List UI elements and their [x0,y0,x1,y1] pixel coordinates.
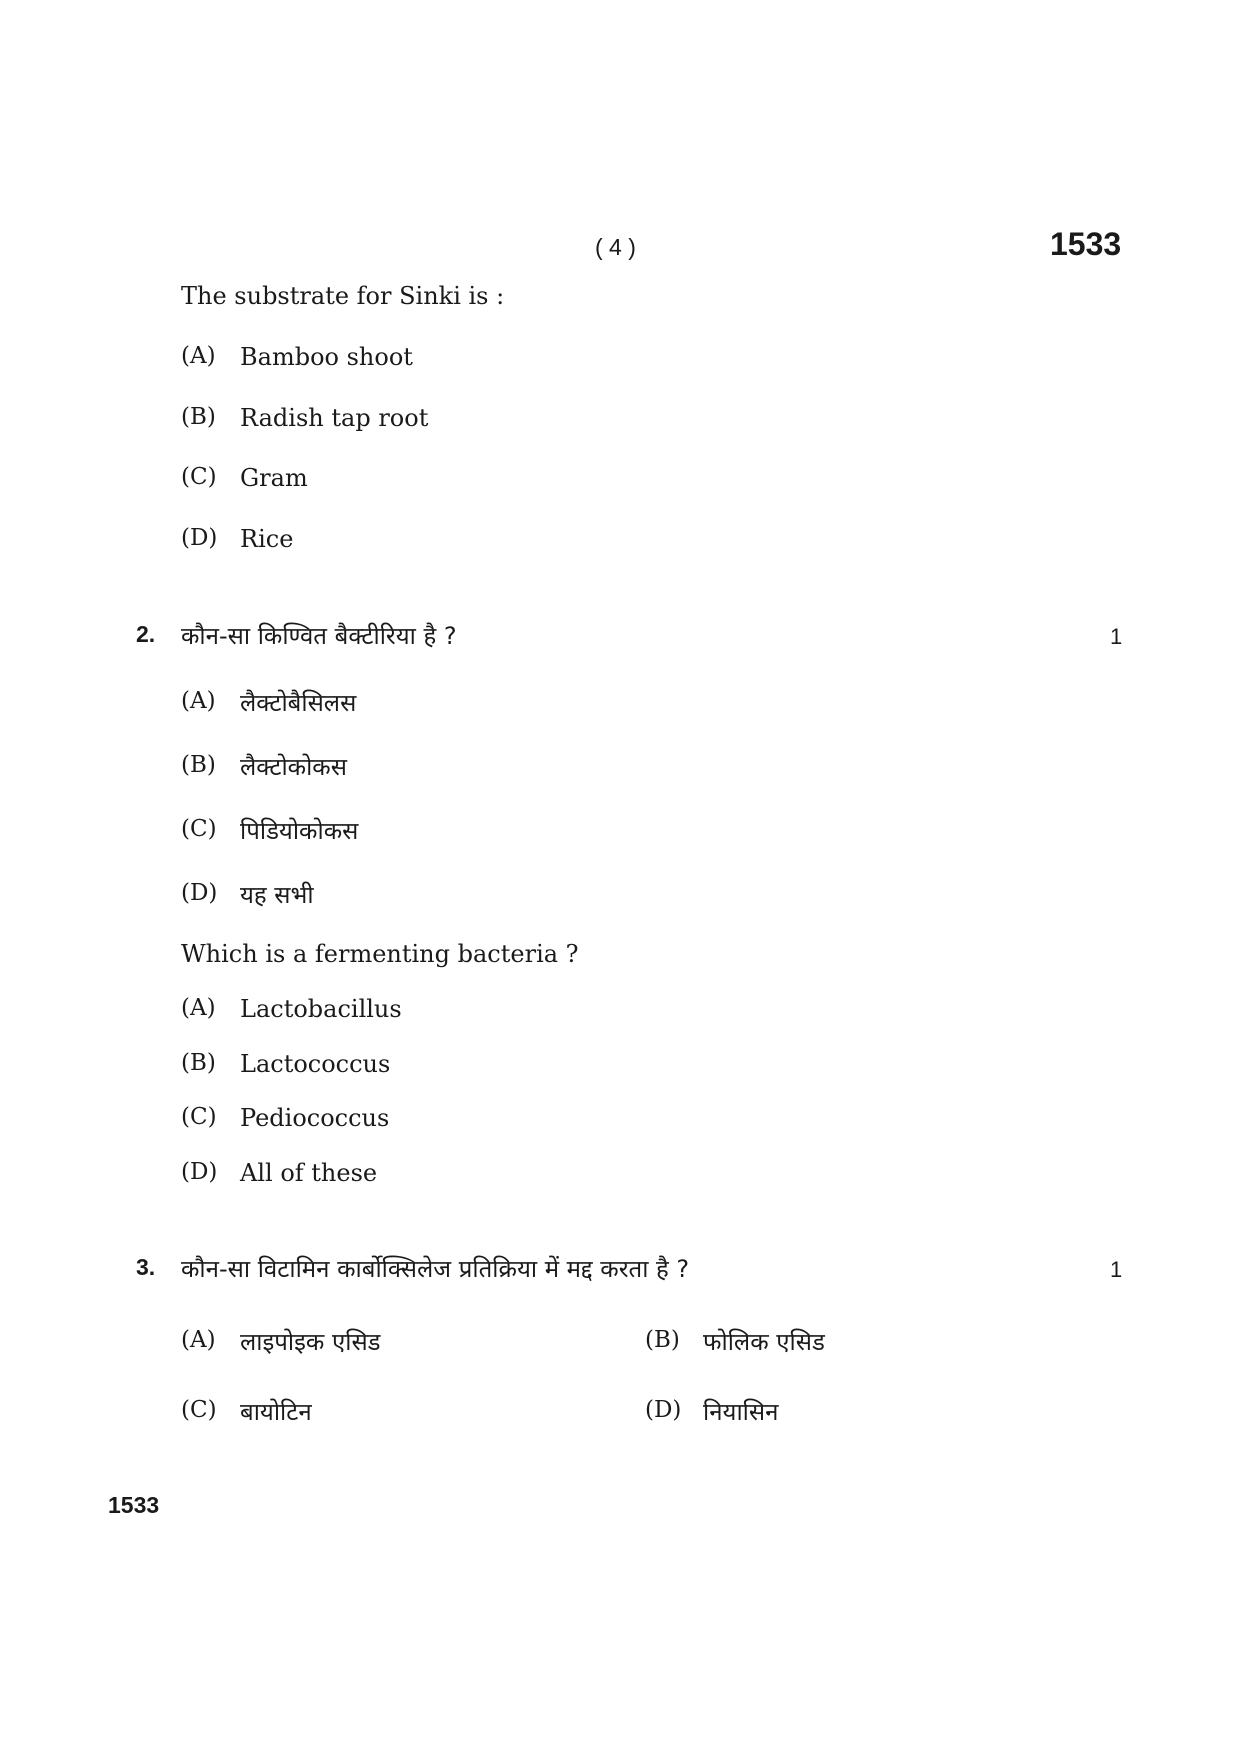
option-label: (C) [181,1104,217,1130]
q2-question-english: Which is a fermenting bacteria ? [181,940,579,968]
option-label: (B) [181,752,216,778]
option-text: यह सभी [240,881,314,909]
option-label: (D) [181,1159,218,1185]
option-label: (C) [181,464,217,490]
option-label: (A) [181,688,216,714]
option-text: बायोटिन [240,1398,312,1426]
q2-question-hindi: कौन-सा किण्वित बैक्टीरिया है ? [181,622,457,650]
q3-number: 3. [136,1254,156,1280]
option-text: नियासिन [703,1398,779,1426]
q3-question-hindi: कौन-सा विटामिन कार्बोक्सिलेज प्रतिक्रिया में मद्द करता है ? [181,1255,690,1283]
option-text: All of these [240,1159,378,1187]
option-text: लाइपोइक एसिड [240,1328,381,1356]
option-text: पिडियोकोकस [240,817,359,845]
option-text: Pediococcus [240,1104,390,1132]
option-text: Lactococcus [240,1050,391,1078]
option-label: (B) [181,404,216,430]
q1-question-english: The substrate for Sinki is : [181,282,505,310]
option-label: (D) [645,1397,682,1423]
option-label: (C) [181,816,217,842]
option-label: (B) [645,1327,680,1353]
q2-number: 2. [136,621,156,647]
option-text: फोलिक एसिड [703,1328,825,1356]
option-text: Lactobacillus [240,995,402,1023]
option-label: (D) [181,525,218,551]
option-label: (B) [181,1050,216,1076]
option-text: Radish tap root [240,404,429,432]
page-number: ( 4 ) [595,234,636,260]
q2-marks: 1 [1110,624,1123,649]
option-label: (D) [181,880,218,906]
q3-marks: 1 [1110,1257,1123,1282]
option-label: (A) [181,1327,216,1353]
option-label: (C) [181,1397,217,1423]
option-text: Bamboo shoot [240,343,413,371]
option-text: Rice [240,525,294,553]
option-text: लैक्टोबैसिलस [240,689,357,717]
option-text: Gram [240,464,308,492]
option-label: (A) [181,343,216,369]
header-paper-code: 1533 [1050,226,1122,262]
option-label: (A) [181,995,216,1021]
option-text: लैक्टोकोकस [240,753,347,781]
footer-paper-code: 1533 [108,1492,160,1518]
